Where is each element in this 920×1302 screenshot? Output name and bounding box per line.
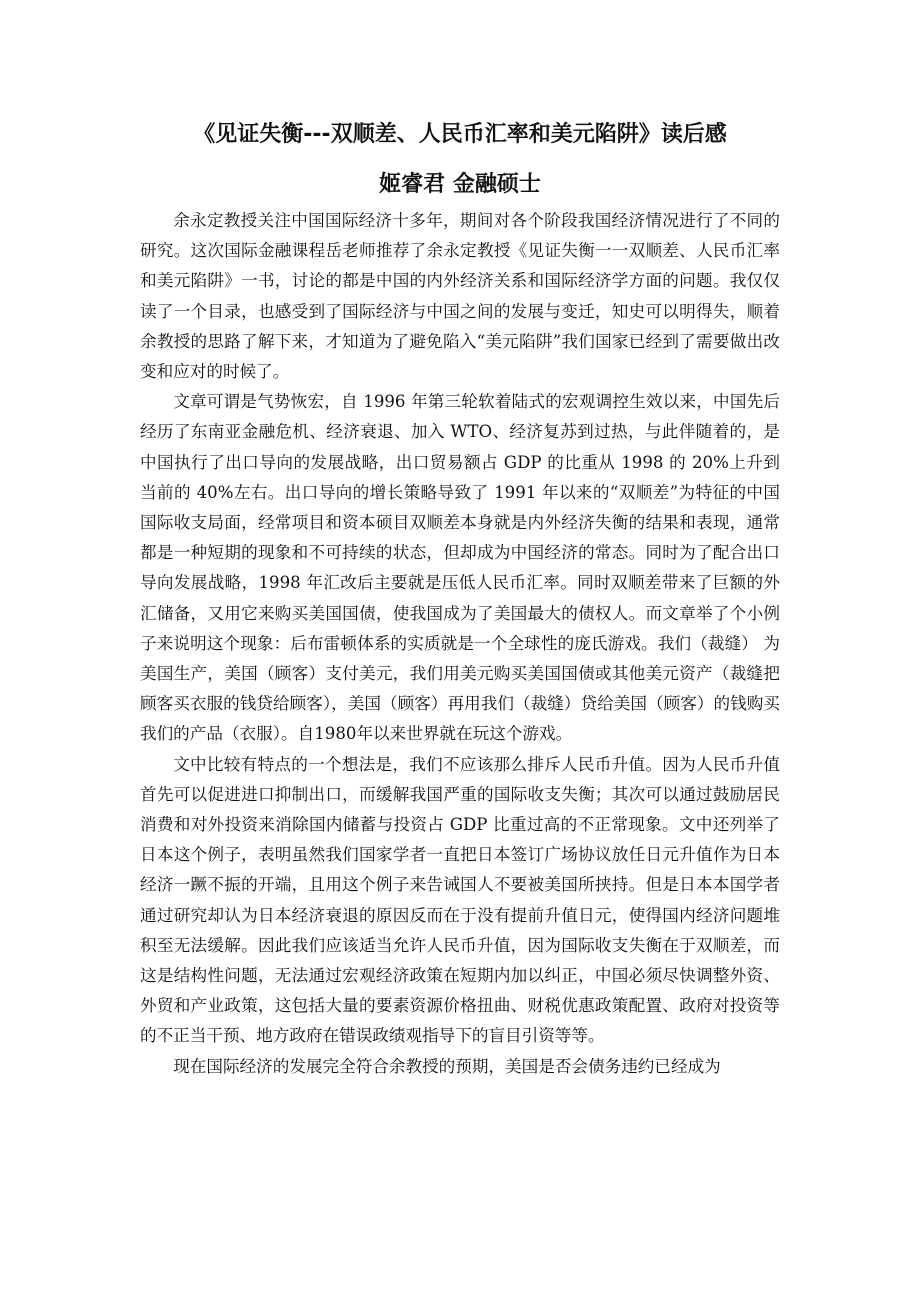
paragraph: 文章可谓是气势恢宏，自 1996 年第三轮软着陆式的宏观调控生效以来，中国先后经历了东南亚金融危机、经济衰退、加入 WTO、经济复苏到过热，与此伴随着的，是中国执行了出口导向的发展战略，出口贸易额占 GDP 的比重从 1998 的 20%上升到当前的 40%左右。出口导向的增长策略导致了 1991 年以来的“双顺差”为特征的中国国际收支局面，经常项目和资本硕目双顺差本身就是内外经济失衡的结果和表现，通常都是一种短期的现象和不可持续的状态，但却成为中国经济的常态。同时为了配合出口导向发展战略，1998 年汇改后主要就是压低人民币汇率。同时双顺差带来了巨额的外汇储备，又用它来购买美国国债，使我国成为了美国最大的债权人。而文章举了个小例子来说明这个现象：后布雷顿体系的实质就是一个全球性的庞氏游戏。我们（裁缝） 为美国生产，美国（顾客）支付美元，我们用美元购买美国国债或其他美元资产（裁缝把顾客买衣服的钱贷给顾客），美国（顾客）再用我们（裁缝）贷给美国（顾客）的钱购买我们的产品（衣服）。自1980年以来世界就在玩这个游戏。 bbox=[140, 392, 780, 744]
author-line: 姬睿君 金融硕士 bbox=[379, 172, 541, 197]
paragraph: 现在国际经济的发展完全符合余教授的预期，美国是否会债务违约已经成为 bbox=[173, 1056, 721, 1076]
document-title: 《见证失衡---双顺差、人民币汇率和美元陷阱》读后感 bbox=[193, 122, 727, 147]
paragraph: 余永定教授关注中国国际经济十多年，期间对各个阶段我国经济情况进行了不同的研究。这次国际金融课程岳老师推荐了余永定教授《见证失衡一一双顺差、人民币汇率和美元陷阱》一书，讨论的都是中国的内外经济关系和国际经济学方面的问题。我仅仅读了一个目录，也感受到了国际经济与中国之间的发展与变迁，知史可以明得失，顺着余教授的思路了解下来，才知道为了避免陷入“美元陷阱”我们国家已经到了需要做出改变和应对的时候了。 bbox=[140, 211, 780, 382]
paragraph: 文中比较有特点的一个想法是，我们不应该那么排斥人民币升值。因为人民币升值首先可以促进进口抑制出口，而缓解我国严重的国际收支失衡；其次可以通过鼓励居民消费和对外投资来消除国内储蓄与投资占 GDP 比重过高的不正常现象。文中还列举了日本这个例子，表明虽然我们国家学者一直把日本签订广场协议放任日元升值作为日本经济一蹶不振的开端，且用这个例子来告诫国人不要被美国所挟持。但是日本本国学者通过研究却认为日本经济衰退的原因反而在于没有提前升值日元，使得国内经济问题堆积至无法缓解。因此我们应该适当允许人民币升值，因为国际收支失衡在于双顺差，而这是结构性问题，无法通过宏观经济政策在短期内加以纠正，中国必须尽快调整外资、外贸和产业政策，这包括大量的要素资源价格扭曲、财税优惠政策配置、政府对投资等的不正当干预、地方政府在错误政绩观指导下的盲目引资等等。 bbox=[140, 754, 780, 1046]
document-body bbox=[140, 206, 780, 1082]
